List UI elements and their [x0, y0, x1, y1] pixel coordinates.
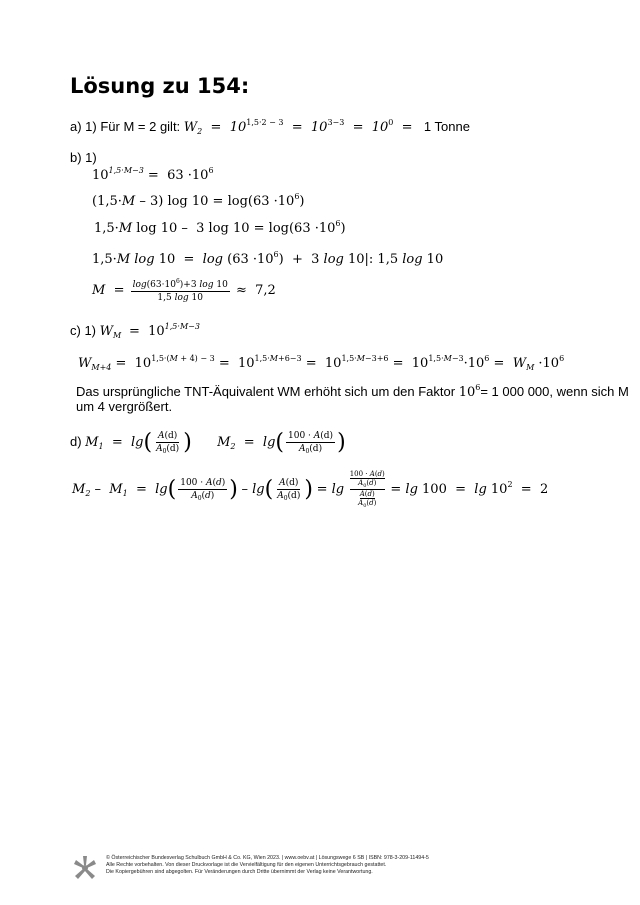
footer-copyright: [106, 855, 429, 877]
publisher-logo-icon: [72, 855, 98, 881]
part-b-eq2: (1,5·M – 3) $\log 10 = \log(63 \cdot 10^6)$: [92, 192, 305, 209]
part-d-line2: $M_2 - M_1 = \lg$( $\frac{100 \cdot A(d)}{A_0(d)}$ ) – lg( $\frac{A(d)}{A_0(d)}$ ) = lg 100 · A(d) $A_0(d)$ A(d) $A_0(d)$ = $\lg 100 = \lg 10^2 = 2$: [72, 470, 549, 509]
part-b-eq5: M = $\frac{\log(63\cdot 10^6)+3 \log 10}{1,5 \log 10}$ ≈ 7,2: [92, 278, 276, 303]
footer-line-1: © Österreichischer Bundesverlag Schulbuch GmbH & Co. KG, Wien 2023. | www.oebv.at | Lösungswege 6 SB | ISBN: 978-3-209-11494-5: [106, 855, 429, 861]
part-b-eq1: $10^{1,5\cdot M-3} = 63 \cdot 10^6$: [92, 166, 214, 183]
part-c-text-line1: Das ursprüngliche TNT-Äquivalent WM erhöht sich um den Faktor $10^6= 1$ 000 000, wenn sich M: [76, 383, 629, 400]
part-c-line1: c) 1) $W_M = 10^{1,5\cdot M-3}$: [70, 322, 200, 340]
part-b-eq3: 1,5·M log 10 – 3 $\log 10 = \log(63 \cdot 10^6)$: [94, 219, 346, 236]
page-title: Lösung zu 154:: [70, 74, 250, 98]
part-a-prefix: a) 1) Für M = 2 gilt:: [70, 119, 184, 134]
footer-line-3: Die Kopiergebühren sind abgegolten. Für Veränderungen durch Dritte übernimmt der Verlag keine Verantwortung.: [106, 869, 373, 876]
part-c-text-line2: um 4 vergrößert.: [76, 399, 173, 414]
nested-fraction: 100 · A(d) $A_0(d)$ A(d) $A_0(d)$: [349, 470, 385, 509]
part-c-line2: $W_{M+4} = 10^{1,5\cdot(M + 4) - 3} = 10^{1,5\cdot M+6-3} = 10^{1,5\cdot M-3+6} = 10^{1,5\cdot M-3}\cdot 10^6 = W_M \cdot 10^6$: [78, 354, 565, 372]
part-a-equation: $W_2 = 10^{1,5\cdot 2 - 3} = 10^{3-3} = 10^0$ =: [183, 118, 417, 136]
part-b-eq4: 1,5·M $\log 10 = \log (63 \cdot 10^6) + 3$ log 10|: 1,5 log 10: [92, 250, 444, 267]
footer-line-2: Alle Rechte vorbehalten. Von dieser Druckvorlage ist die Vervielfältigung für den eigenen Unterrichtsgebrauch gestattet.: [106, 862, 387, 869]
part-b-label: b) 1): [70, 150, 97, 165]
part-a-result: 1 Tonne: [423, 119, 470, 134]
part-d-line1: d) $M_1 = \lg$( $\frac{A(d)}{A_0(d)}$ ) $M_2 = \lg$( $\frac{100 \cdot A(d)}{A_0(d)}$ ): [70, 430, 346, 455]
part-a-line: [70, 118, 470, 136]
